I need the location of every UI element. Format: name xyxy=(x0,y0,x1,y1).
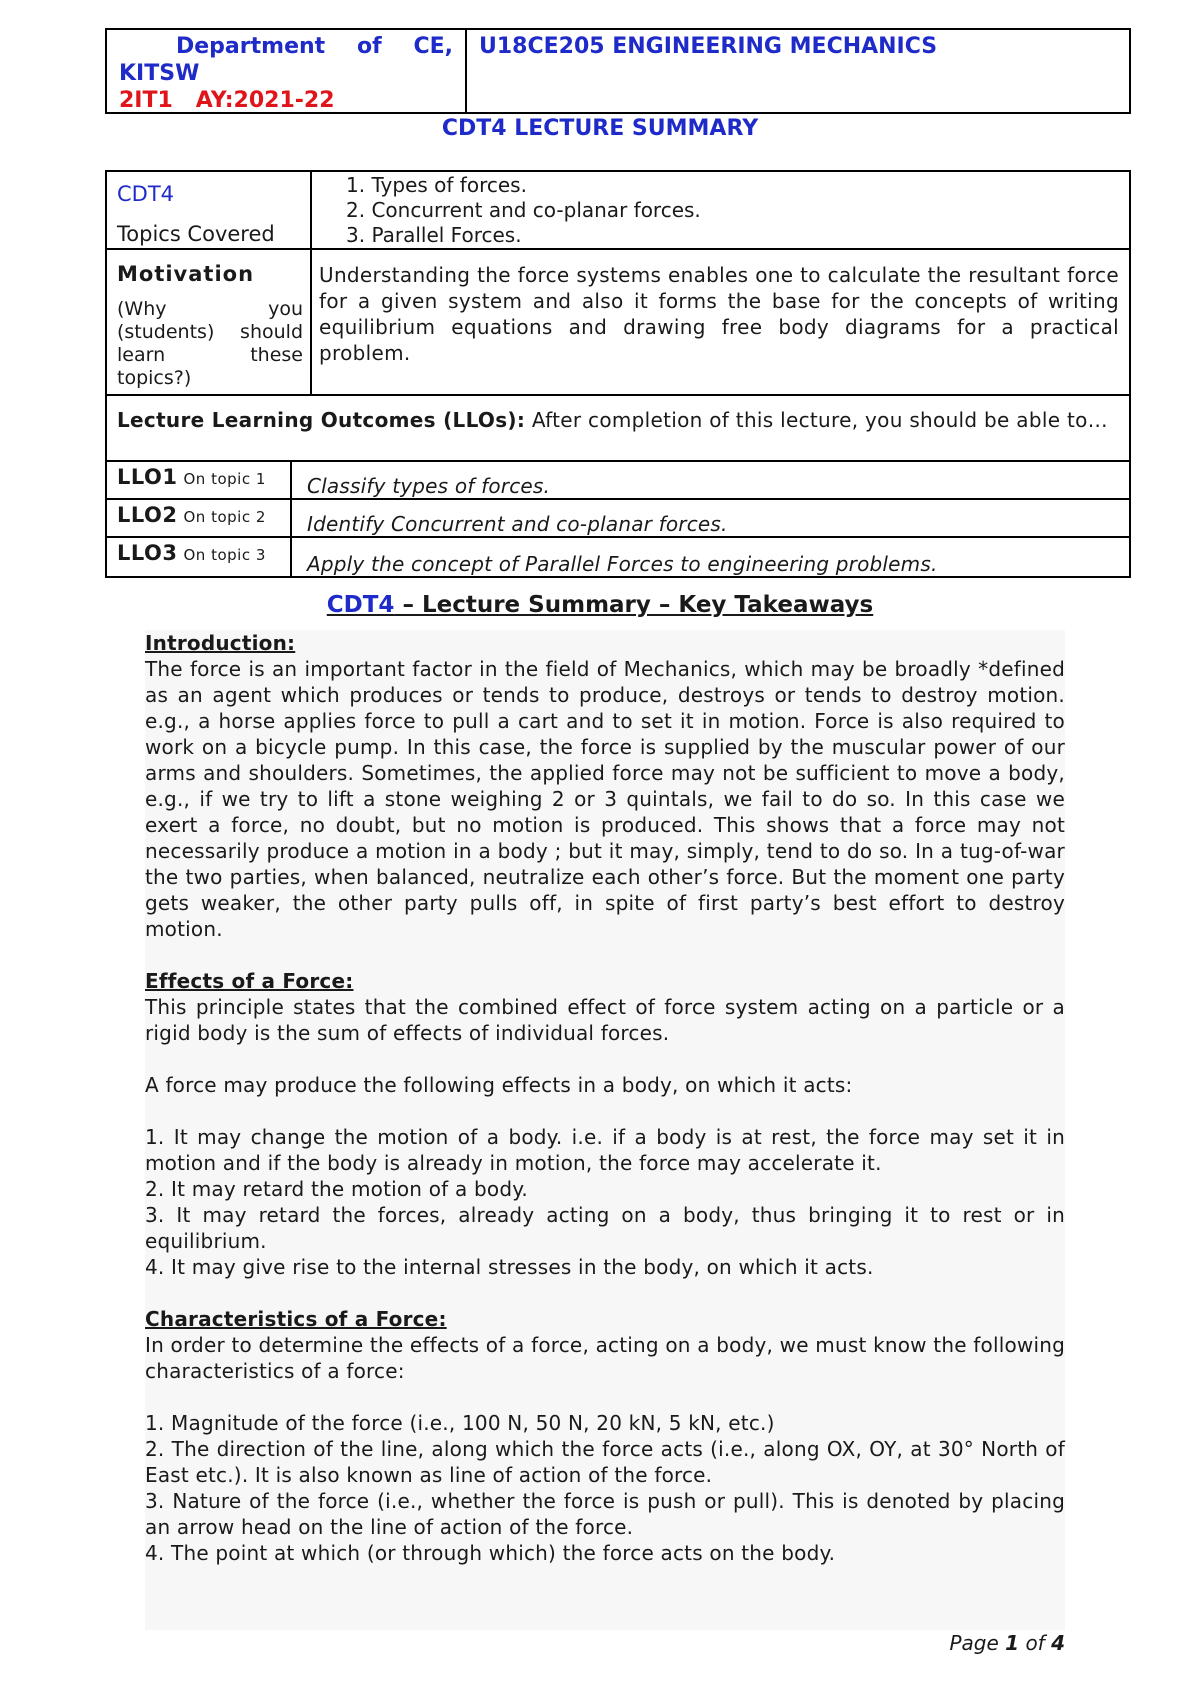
topics-row xyxy=(105,170,1131,250)
llo-topic: On topic 2 xyxy=(183,508,266,526)
motivation-title: Motivation xyxy=(117,262,255,286)
topics-list-cell xyxy=(312,172,1129,248)
total-pages: 4 xyxy=(1051,1631,1065,1655)
of-word: of xyxy=(1025,1631,1045,1655)
topic-item: 2. Concurrent and co-planar forces. xyxy=(346,198,701,222)
effects-lead: A force may produce the following effects in a body, on which it acts: xyxy=(145,1073,853,1097)
characteristics-item: 4. The point at which (or through which) the force acts on the body. xyxy=(145,1541,836,1565)
class-year-line xyxy=(119,87,453,114)
key-takeaways-code: CDT4 xyxy=(326,592,395,618)
llo-row xyxy=(105,460,1131,500)
motivation-row xyxy=(105,248,1131,396)
current-page: 1 xyxy=(1005,1631,1020,1655)
motivation-question: (Why you (students) should learn these topics?) xyxy=(117,298,303,389)
llo-text: Classify types of forces. xyxy=(307,474,551,498)
topics-list xyxy=(346,173,701,248)
llo-text: Apply the concept of Parallel Forces to engineering problems. xyxy=(307,552,938,576)
llo-label-cell xyxy=(107,500,292,536)
topics-label-cell xyxy=(107,172,312,248)
institute-line: KITSW xyxy=(119,61,200,86)
llo-name: LLO2 xyxy=(117,503,178,527)
characteristics-heading: Characteristics of a Force: xyxy=(145,1307,447,1331)
header-department-cell xyxy=(107,30,467,112)
effects-item: 4. It may give rise to the internal stresses in the body, on which it acts. xyxy=(145,1255,874,1279)
introduction-heading: Introduction: xyxy=(145,631,296,655)
llo-intro: After completion of this lecture, you should be able to… xyxy=(531,408,1108,432)
llo-row xyxy=(105,498,1131,538)
effects-item: 3. It may retard the forces, already acting on a body, thus bringing it to rest or in equilibrium. xyxy=(145,1203,1065,1253)
header-box xyxy=(105,28,1131,114)
topic-item: 1. Types of forces. xyxy=(346,173,527,197)
llo-label-cell xyxy=(107,538,292,576)
llo-heading-row xyxy=(105,394,1131,462)
department-line: Department of CE, xyxy=(176,34,453,59)
introduction-text: The force is an important factor in the field of Mechanics, which may be broadly *defined as an agent which produces or tends to produce, destroys or tends to destroy motion. e.g., a horse applies force to pull a cart and to set it in motion. Force is also required to work on a bicycle pump. In this case, the force is supplied by the muscular power of our arms and shoulders. Sometimes, the applied force may not be sufficient to move a body, e.g., if we try to lift a stone weighing 2 or 3 quintals, we fail to do so. In this case we exert a force, no doubt, but no motion is produced. This shows that a force may not necessarily produce a motion in a body ; but it may, simply, tend to do so. In a tug-of-war the two parties, when balanced, neutralize each other’s force. But the moment one party gets weaker, the other party pulls off, in spite of first party’s best effort to destroy motion. xyxy=(145,657,1065,941)
class-section: 2IT1 xyxy=(119,88,173,113)
llo-name: LLO3 xyxy=(117,541,178,565)
llo-label-cell xyxy=(107,462,292,498)
motivation-text: Understanding the force systems enables one to calculate the resultant force for a given system and also it forms the base for the concepts of writing equilibrium equations and drawing free body diagrams for a practical problem. xyxy=(319,263,1119,365)
llo-topic: On topic 1 xyxy=(183,470,266,488)
llo-heading xyxy=(117,407,1117,433)
page-word: Page xyxy=(949,1631,999,1655)
topics-covered-label: Topics Covered xyxy=(117,222,275,246)
motivation-label-cell xyxy=(107,250,312,394)
characteristics-item: 1. Magnitude of the force (i.e., 100 N, 50 N, 20 kN, 5 kN, etc.) xyxy=(145,1411,775,1435)
llo-heading-label: Lecture Learning Outcomes (LLOs): xyxy=(117,408,526,432)
topic-item: 3. Parallel Forces. xyxy=(346,223,522,247)
effects-text: This principle states that the combined effect of force system acting on a particle or a rigid body is the sum of effects of individual forces. xyxy=(145,995,1065,1045)
course-title: U18CE205 ENGINEERING MECHANICS xyxy=(479,34,938,59)
academic-year: AY:2021-22 xyxy=(195,88,335,113)
page-number xyxy=(949,1631,1065,1655)
characteristics-item: 2. The direction of the line, along which the force acts (i.e., along OX, OY, at 30° North of East etc.). It is also known as line of action of the force. xyxy=(145,1437,1065,1487)
llo-name: LLO1 xyxy=(117,465,178,489)
llo-topic: On topic 3 xyxy=(183,546,266,564)
key-takeaways-label: – Lecture Summary – Key Takeaways xyxy=(394,592,874,618)
characteristics-item: 3. Nature of the force (i.e., whether the force is push or pull). This is denoted by placing an arrow head on the line of action of the force. xyxy=(145,1489,1065,1539)
topics-code: CDT4 xyxy=(117,182,175,206)
characteristics-text: In order to determine the effects of a force, acting on a body, we must know the following characteristics of a force: xyxy=(145,1333,1065,1383)
effects-item: 2. It may retard the motion of a body. xyxy=(145,1177,528,1201)
effects-item: 1. It may change the motion of a body. i.e. if a body is at rest, the force may set it in motion and if the body is already in motion, the force may accelerate it. xyxy=(145,1125,1065,1175)
lecture-summary-title: CDT4 LECTURE SUMMARY xyxy=(441,116,759,141)
llo-row xyxy=(105,536,1131,578)
key-takeaways-title xyxy=(0,592,1200,618)
effects-heading: Effects of a Force: xyxy=(145,969,354,993)
summary-content xyxy=(145,630,1065,1630)
llo-text: Identify Concurrent and co-planar forces. xyxy=(307,512,728,536)
